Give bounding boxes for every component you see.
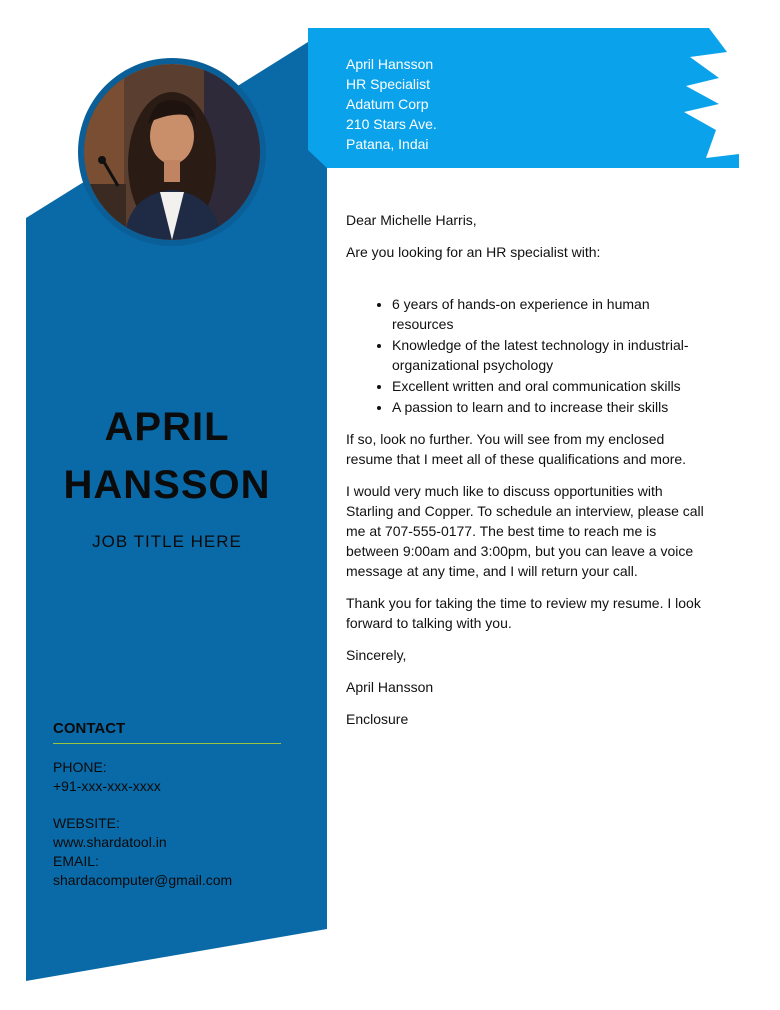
qualification-item: • Excellent written and oral communication skills	[392, 376, 708, 396]
website-label: WEBSITE:	[53, 815, 120, 831]
phone-label: PHONE:	[53, 759, 107, 775]
letter-body	[346, 210, 708, 741]
last-name: HANSSON	[63, 463, 271, 507]
qualifications-list	[346, 294, 708, 417]
sender-address-block	[346, 54, 437, 154]
sender-city: Patana, Indai	[346, 136, 429, 152]
sender-name: April Hansson	[346, 56, 434, 72]
qualification-item: • 6 years of hands-on experience in human resources	[392, 294, 708, 334]
profile-photo	[78, 58, 266, 246]
email-value: shardacomputer@gmail.com	[53, 872, 233, 888]
letter-paragraph-1: If so, look no further. You will see from my enclosed resume that I meet all of these qualifications and more.	[346, 431, 687, 467]
qualification-item: • A passion to learn and to increase their skills	[392, 397, 708, 417]
letter-paragraph-3: Thank you for taking the time to review my resume. I look forward to talking with you.	[346, 595, 701, 631]
profile-photo-image	[84, 64, 260, 240]
letter-greeting: Dear Michelle Harris,	[346, 212, 477, 228]
contact-section	[53, 720, 281, 890]
sender-title: HR Specialist	[346, 76, 431, 92]
letter-signature: April Hansson	[346, 679, 434, 695]
first-name: APRIL	[104, 405, 230, 449]
website-value: www.shardatool.in	[53, 834, 167, 850]
qualification-item: • Knowledge of the latest technology in industrial-organizational psychology	[392, 335, 708, 375]
letter-paragraph-2: I would very much like to discuss opportunities with Starling and Copper. To schedule an interview, please call me at 707-555-0177. The best time to reach me is between 9:00am and 3:00pm, but you can leave a voice message at any time, and I will return your call.	[346, 483, 704, 579]
sender-street: 210 Stars Ave.	[346, 116, 437, 132]
letter-intro: Are you looking for an HR specialist with:	[346, 244, 601, 260]
sender-company: Adatum Corp	[346, 96, 429, 112]
profile-name-block	[26, 398, 308, 552]
person-illustration	[84, 64, 260, 240]
phone-value: +91-xxx-xxx-xxxx	[53, 778, 161, 794]
letter-enclosure: Enclosure	[346, 711, 409, 727]
contact-heading: CONTACT	[53, 720, 281, 744]
letter-closing: Sincerely,	[346, 647, 407, 663]
job-title: JOB TITLE HERE	[92, 532, 242, 551]
email-label: EMAIL:	[53, 853, 99, 869]
